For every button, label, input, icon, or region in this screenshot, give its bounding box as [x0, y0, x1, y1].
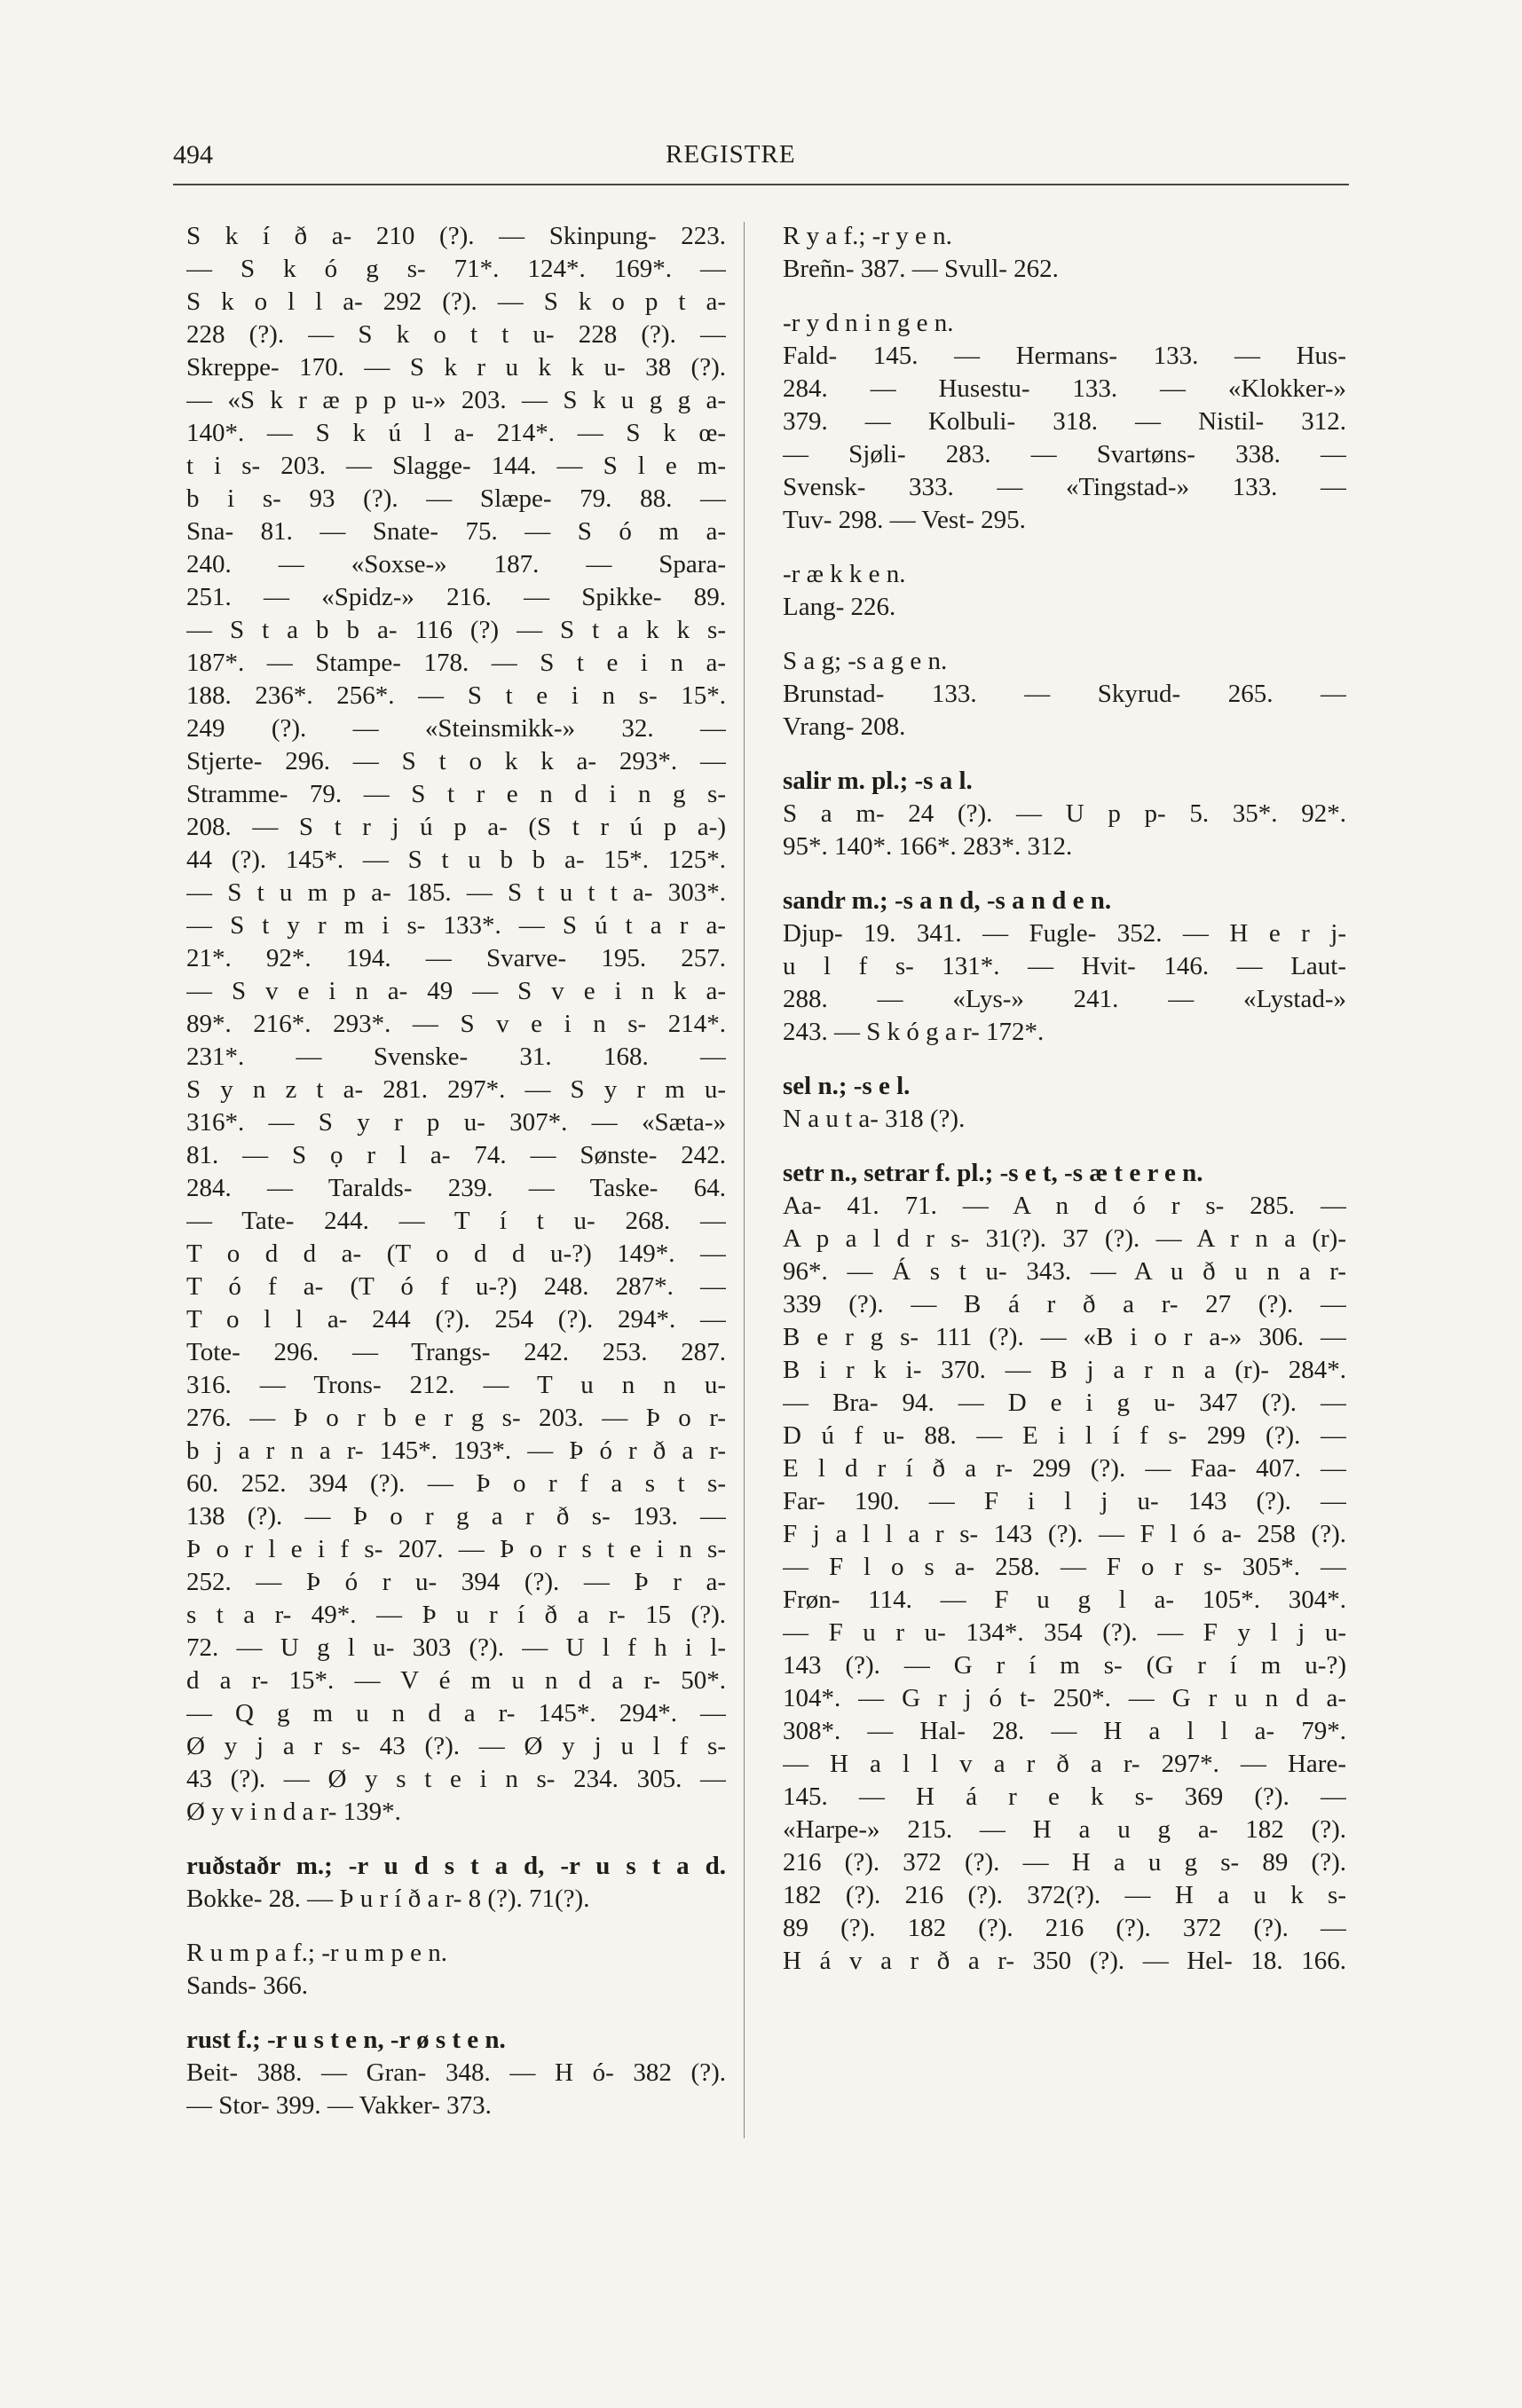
- index-line: — Tate- 244. — T í t u- 268. —: [186, 1207, 726, 1235]
- index-line: — Sjøli- 283. — Svartøns- 338. —: [783, 440, 1346, 468]
- index-line: — S t u m p a- 185. — S t u t t a- 303*.: [186, 878, 726, 907]
- index-line: 89*. 216*. 293*. — S v e i n s- 214*.: [186, 1010, 726, 1038]
- index-line: 96*. — Á s t u- 343. — A u ð u n a r-: [783, 1257, 1346, 1286]
- paragraph-gap: [186, 1829, 726, 1850]
- index-line: 143 (?). — G r í m s- (G r í m u-?): [783, 1651, 1346, 1680]
- paragraph-gap: [783, 624, 1346, 645]
- index-line: Bokke- 28. — Þ u r í ð a r- 8 (?). 71(?).: [186, 1885, 590, 1913]
- index-line: 188. 236*. 256*. — S t e i n s- 15*.: [186, 681, 726, 710]
- index-line: — «S k r æ p p u-» 203. — S k u g g a-: [186, 386, 726, 414]
- index-line: F j a l l a r s- 143 (?). — F l ó a- 258 (?).: [783, 1520, 1346, 1548]
- entry-heading-line: rust f.; -r u s t e n, -r ø s t e n.: [186, 2026, 506, 2054]
- index-line: 231*. — Svenske- 31. 168. —: [186, 1043, 726, 1071]
- index-line: — F l o s a- 258. — F o r s- 305*. —: [783, 1553, 1346, 1581]
- index-line: Frøn- 114. — F u g l a- 105*. 304*.: [783, 1586, 1346, 1614]
- index-line: — Stor- 399. — Vakker- 373.: [186, 2091, 492, 2120]
- index-line: 316. — Trons- 212. — T u n n u-: [186, 1371, 726, 1399]
- paragraph-gap: [783, 1136, 1346, 1157]
- right-column: [783, 220, 1346, 1978]
- page-number: 494: [173, 140, 213, 169]
- index-line: S k o l l a- 292 (?). — S k o p t a-: [186, 287, 726, 316]
- left-column: [186, 220, 726, 2122]
- index-line: 249 (?). — «Steinsmikk-» 32. —: [186, 714, 726, 743]
- index-line: 339 (?). — B á r ð a r- 27 (?). —: [783, 1290, 1346, 1318]
- index-line: S a g; -s a g e n.: [783, 647, 948, 675]
- index-line: Skreppe- 170. — S k r u k k u- 38 (?).: [186, 353, 726, 382]
- index-line: T o d d a- (T o d d u-?) 149*. —: [186, 1239, 726, 1268]
- paragraph-gap: [186, 2003, 726, 2024]
- index-line: B i r k i- 370. — B j a r n a (r)- 284*.: [783, 1356, 1346, 1384]
- index-line: Breñn- 387. — Svull- 262.: [783, 255, 1059, 283]
- index-line: Far- 190. — F i l j u- 143 (?). —: [783, 1487, 1346, 1515]
- paragraph-gap: [783, 863, 1346, 885]
- index-line: Djup- 19. 341. — Fugle- 352. — H e r j-: [783, 919, 1346, 948]
- index-line: 95*. 140*. 166*. 283*. 312.: [783, 832, 1073, 861]
- index-line: 208. — S t r j ú p a- (S t r ú p a-): [186, 813, 726, 841]
- index-line: — Q g m u n d a r- 145*. 294*. —: [186, 1699, 726, 1727]
- index-line: b i s- 93 (?). — Slæpe- 79. 88. —: [186, 484, 726, 513]
- index-line: 288. — «Lys-» 241. — «Lystad-»: [783, 985, 1346, 1013]
- index-line: A p a l d r s- 31(?). 37 (?). — A r n a (r)-: [783, 1224, 1346, 1253]
- entry-heading-line: ruðstaðr m.; -r u d s t a d, -r u s t a d.: [186, 1852, 726, 1880]
- index-line: Svensk- 333. — «Tingstad-» 133. —: [783, 473, 1346, 501]
- paragraph-gap: [783, 286, 1346, 307]
- index-line: T ó f a- (T ó f u-?) 248. 287*. —: [186, 1272, 726, 1301]
- index-line: 104*. — G r j ó t- 250*. — G r u n d a-: [783, 1684, 1346, 1712]
- index-line: 89 (?). 182 (?). 216 (?). 372 (?). —: [783, 1914, 1346, 1942]
- index-line: 240. — «Soxse-» 187. — Spara-: [186, 550, 726, 578]
- index-line: — H a l l v a r ð a r- 297*. — Hare-: [783, 1750, 1346, 1778]
- index-line: Tuv- 298. — Vest- 295.: [783, 506, 1026, 534]
- index-line: d a r- 15*. — V é m u n d a r- 50*.: [186, 1666, 726, 1695]
- index-line: t i s- 203. — Slagge- 144. — S l e m-: [186, 452, 726, 480]
- index-line: — S t a b b a- 116 (?) — S t a k k s-: [186, 616, 726, 644]
- index-line: Aa- 41. 71. — A n d ó r s- 285. —: [783, 1192, 1346, 1220]
- index-line: 138 (?). — Þ o r g a r ð s- 193. —: [186, 1502, 726, 1531]
- index-line: «Harpe-» 215. — H a u g a- 182 (?).: [783, 1815, 1346, 1844]
- paragraph-gap: [783, 537, 1346, 558]
- index-line: 187*. — Stampe- 178. — S t e i n a-: [186, 649, 726, 677]
- index-line: 316*. — S y r p u- 307*. — «Sæta-»: [186, 1108, 726, 1137]
- index-line: S a m- 24 (?). — U p p- 5. 35*. 92*.: [783, 799, 1346, 828]
- entry-heading-line: sel n.; -s e l.: [783, 1072, 911, 1100]
- index-line: 140*. — S k ú l a- 214*. — S k œ-: [186, 419, 726, 447]
- index-line: s t a r- 49*. — Þ u r í ð a r- 15 (?).: [186, 1601, 726, 1629]
- index-line: 276. — Þ o r b e r g s- 203. — Þ o r-: [186, 1404, 726, 1432]
- paragraph-gap: [186, 1916, 726, 1937]
- index-line: T o l l a- 244 (?). 254 (?). 294*. —: [186, 1305, 726, 1334]
- index-line: — S v e i n a- 49 — S v e i n k a-: [186, 977, 726, 1005]
- index-line: H á v a r ð a r- 350 (?). — Hel- 18. 166.: [783, 1947, 1346, 1975]
- index-line: — S k ó g s- 71*. 124*. 169*. —: [186, 255, 726, 283]
- index-line: Tote- 296. — Trangs- 242. 253. 287.: [186, 1338, 726, 1366]
- index-line: 182 (?). 216 (?). 372(?). — H a u k s-: [783, 1881, 1346, 1909]
- index-line: Sands- 366.: [186, 1971, 308, 2000]
- index-line: 216 (?). 372 (?). — H a u g s- 89 (?).: [783, 1848, 1346, 1877]
- index-line: Þ o r l e i f s- 207. — Þ o r s t e i n s-: [186, 1535, 726, 1563]
- index-line: Brunstad- 133. — Skyrud- 265. —: [783, 680, 1346, 708]
- index-line: 379. — Kolbuli- 318. — Nistil- 312.: [783, 407, 1346, 436]
- running-title: REGISTRE: [666, 140, 796, 169]
- index-line: 252. — Þ ó r u- 394 (?). — Þ r a-: [186, 1568, 726, 1596]
- index-line: E l d r í ð a r- 299 (?). — Faa- 407. —: [783, 1454, 1346, 1483]
- index-line: S k í ð a- 210 (?). — Skinpung- 223.: [186, 222, 726, 250]
- index-line: 60. 252. 394 (?). — Þ o r f a s t s-: [186, 1469, 726, 1498]
- index-line: Sna- 81. — Snate- 75. — S ó m a-: [186, 517, 726, 546]
- paragraph-gap: [783, 1049, 1346, 1070]
- index-line: R y a f.; -r y e n.: [783, 222, 952, 250]
- index-line: R u m p a f.; -r u m p e n.: [186, 1939, 447, 1967]
- page-header: [173, 133, 1345, 177]
- index-line: Stramme- 79. — S t r e n d i n g s-: [186, 780, 726, 808]
- index-line: 145. — H á r e k s- 369 (?). —: [783, 1782, 1346, 1811]
- index-line: 43 (?). — Ø y s t e i n s- 234. 305. —: [186, 1765, 726, 1793]
- index-line: Fald- 145. — Hermans- 133. — Hus-: [783, 342, 1346, 370]
- index-line: 228 (?). — S k o t t u- 228 (?). —: [186, 320, 726, 349]
- index-line: D ú f u- 88. — E i l í f s- 299 (?). —: [783, 1421, 1346, 1450]
- paragraph-gap: [783, 744, 1346, 765]
- index-line: — S t y r m i s- 133*. — S ú t a r a-: [186, 911, 726, 940]
- index-line: u l f s- 131*. — Hvit- 146. — Laut-: [783, 952, 1346, 980]
- index-line: B e r g s- 111 (?). — «B i o r a-» 306. —: [783, 1323, 1346, 1351]
- column-divider: [744, 222, 745, 2138]
- index-line: Beit- 388. — Gran- 348. — H ó- 382 (?).: [186, 2058, 726, 2087]
- index-line: 81. — S ọ r l a- 74. — Sønste- 242.: [186, 1141, 726, 1169]
- entry-heading-line: sandr m.; -s a n d, -s a n d e n.: [783, 886, 1112, 915]
- index-line: 251. — «Spidz-» 216. — Spikke- 89.: [186, 583, 726, 611]
- header-rule: [173, 184, 1349, 185]
- index-line: 44 (?). 145*. — S t u b b a- 15*. 125*.: [186, 846, 726, 874]
- entry-heading-line: salir m. pl.; -s a l.: [783, 767, 973, 795]
- index-line: 284. — Taralds- 239. — Taske- 64.: [186, 1174, 726, 1202]
- index-line: 72. — U g l u- 303 (?). — U l f h i l-: [186, 1633, 726, 1662]
- index-line: — Bra- 94. — D e i g u- 347 (?). —: [783, 1389, 1346, 1417]
- index-line: 284. — Husestu- 133. — «Klokker-»: [783, 374, 1346, 403]
- entry-heading-line: setr n., setrar f. pl.; -s e t, -s æ t e r e n.: [783, 1159, 1203, 1187]
- index-line: Lang- 226.: [783, 593, 896, 621]
- index-line: Stjerte- 296. — S t o k k a- 293*. —: [186, 747, 726, 775]
- index-line: S y n z t a- 281. 297*. — S y r m u-: [186, 1075, 726, 1104]
- index-line: Vrang- 208.: [783, 712, 906, 741]
- index-line: 21*. 92*. 194. — Svarve- 195. 257.: [186, 944, 726, 972]
- index-line: b j a r n a r- 145*. 193*. — Þ ó r ð a r-: [186, 1436, 726, 1465]
- index-line: Ø y j a r s- 43 (?). — Ø y j u l f s-: [186, 1732, 726, 1760]
- index-line: -r y d n i n g e n.: [783, 309, 954, 337]
- index-line: -r æ k k e n.: [783, 560, 906, 588]
- index-line: 243. — S k ó g a r- 172*.: [783, 1018, 1045, 1046]
- index-line: — F u r u- 134*. 354 (?). — F y l j u-: [783, 1618, 1346, 1647]
- index-line: N a u t a- 318 (?).: [783, 1105, 966, 1133]
- index-line: 308*. — Hal- 28. — H a l l a- 79*.: [783, 1717, 1346, 1745]
- index-line: Ø y v i n d a r- 139*.: [186, 1798, 401, 1826]
